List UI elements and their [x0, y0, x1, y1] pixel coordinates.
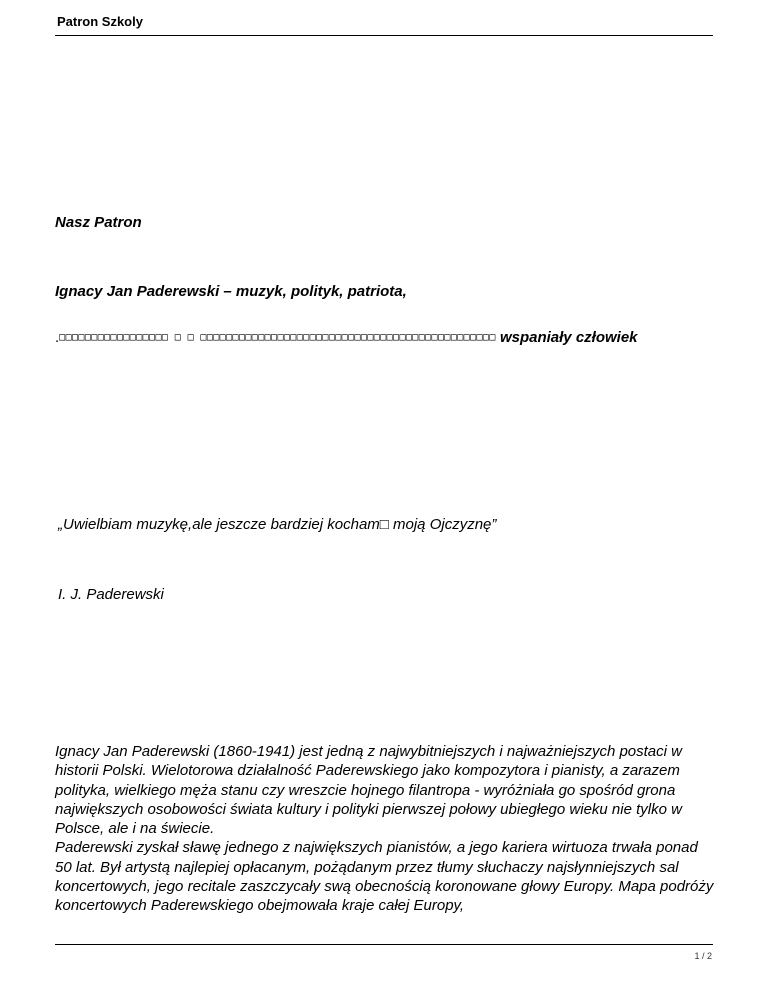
missing-glyph-boxes: □□□□□□□□□□□□□□□□□ □ □ □□□□□□□□□□□□□□□□□□□□□□□□□□□□□□□□□□□□□□□□□□□□□□ [59, 332, 496, 343]
biography-text [55, 742, 715, 916]
header-divider [55, 35, 713, 36]
box-line-tail: wspaniały człowiek [499, 329, 638, 346]
quote-author: I. J. Paderewski [58, 586, 164, 603]
footer-divider [55, 944, 713, 945]
biography-paragraph: Ignacy Jan Paderewski (1860-1941) jest jedną z najwybitniejszych i najważniejszych postaci w historii Polski. Wielotorowa działalność Paderewskiego jako kompozytora i pianisty, a zarazem polityka, wielkiego męża stanu czy wreszcie hojnego filantropa - wyróżniała go spośród grona największych osobowości świata kultury i polityki pierwszej połowy ubiegłego wieku nie tylko w Polsce, ale i na świecie. [55, 743, 682, 838]
missing-glyph-line [55, 329, 638, 346]
section-heading: Nasz Patron [55, 214, 142, 231]
quote-text: „Uwielbiam muzykę,ale jeszcze bardziej kocham□ moją Ojczyznę” [58, 516, 497, 533]
page-number: 1 / 2 [694, 951, 712, 961]
subtitle: Ignacy Jan Paderewski – muzyk, polityk, patriota, [55, 283, 407, 300]
biography-paragraph: Paderewski zyskał sławę jednego z największych pianistów, a jego kariera wirtuoza trwała ponad 50 lat. Był artystą najlepiej opłacanym, pożądanym przez tłumy słuchaczy najsłynniejszych sal koncertowych, jego recitale zaszczycały swą obecnością koronowane głowy Europy. Mapa podróży koncertowych Paderewskiego obejmowała kraje całej Europy, [55, 839, 714, 915]
box-line-prefix: . [55, 329, 60, 346]
document-header-title: Patron Szkoly [57, 14, 143, 29]
